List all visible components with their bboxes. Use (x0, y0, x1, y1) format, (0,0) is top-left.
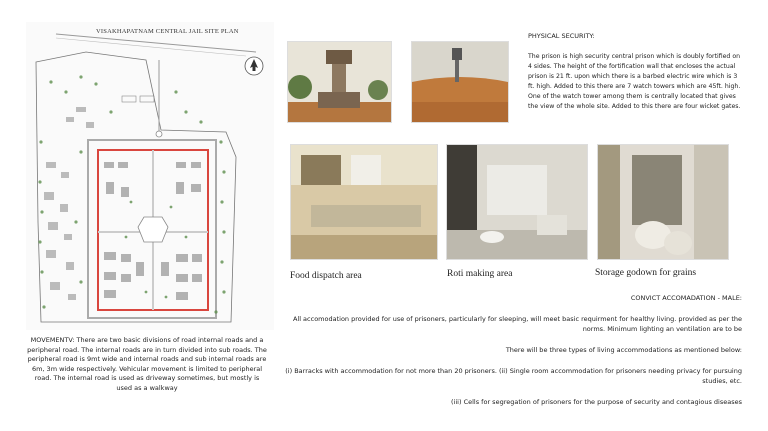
convict-heading: CONVICT ACCOMADATION - MALE: (630, 294, 742, 302)
watchtower-photo-2 (411, 41, 509, 123)
convict-para-4: (iii) Cells for segregation of prisoners for the purpose of security and contagious diseases (451, 398, 742, 406)
site-plan-drawing (26, 22, 274, 330)
site-plan (26, 22, 274, 330)
roti-making-caption: Roti making area (447, 269, 513, 279)
food-dispatch-caption: Food dispatch area (290, 271, 362, 281)
storage-godown-photo (597, 144, 729, 260)
site-plan-title: VISAKHAPATNAM CENTRAL JAIL SITE PLAN (96, 28, 239, 35)
storage-godown-caption: Storage godown for grains (595, 268, 697, 278)
convict-para-3: (i) Barracks with accommodation for not more than 20 prisoners. (ii) Single room accommodation for prisoners needing privacy for pursuing studies, etc. (285, 367, 742, 385)
physical-security-text: The prison is high security central prison which is doubly fortified on 4 sides. The height of the fortification wall that encloses the actual prison is 21 ft. upon which there is a barbed electric wire which is 3 ft. high. Added to this there are 7 watch towers which are 45ft. high. One of the watch tower among them is centrally located that gives the view of the whole site. Added to this there are four wicket gates. (528, 53, 741, 110)
physical-security-heading: PHYSICAL SECURITY: (528, 32, 595, 40)
movement-text: MOVEMENTV: There are two basic divisions of road internal roads and a peripheral road. The internal roads are in turn divided into sub roads. The peripheral road is 9mt wide and internal roads and sub internal roads are 6m, 3m wide respectively. Vehicular movement is limited to peripheral road. The internal road is used as driveway sometimes, but mostly is used as a walkway (27, 336, 267, 392)
watchtower-photo-1 (287, 41, 392, 123)
food-dispatch-photo (290, 144, 438, 260)
roti-making-photo (446, 144, 588, 260)
convict-para-2: There will be three types of living accommodations as mentioned below: (505, 346, 742, 354)
convict-para-1: All accomodation provided for use of prisoners, particularly for sleeping, will meet basic requirment for healthy living. provided as per the norms. Minimum lighting an ventilation are to be (292, 315, 742, 333)
